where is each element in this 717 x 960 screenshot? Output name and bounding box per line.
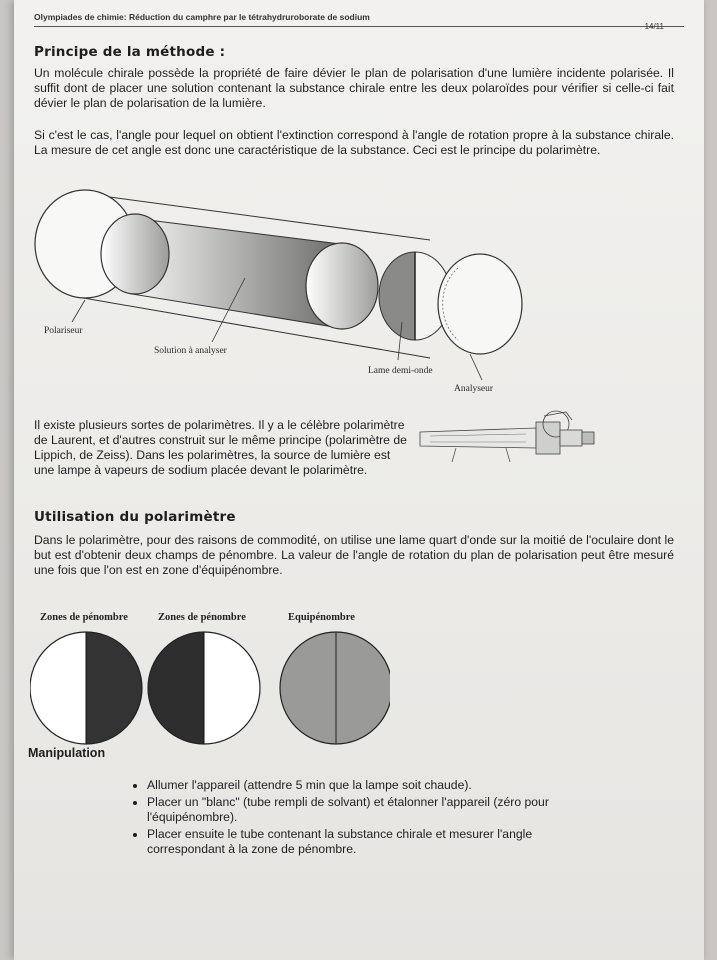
header-title: Olympiades de chimie: Réduction du camphre par le tétrahydruroborate de sodium xyxy=(34,12,370,22)
label-polariseur: Polariseur xyxy=(44,326,83,336)
label-lame-demi-onde: Lame demi-onde xyxy=(368,366,433,376)
zone-disc-3 xyxy=(280,632,390,744)
section-title-utilisation: Utilisation du polarimètre xyxy=(34,509,236,525)
list-item: • Placer un "blanc" (tube rempli de solvant) et étalonner l'appareil (zéro pour l'équipénombre). xyxy=(147,795,577,825)
page-number: 14/11 xyxy=(644,22,664,31)
document-page xyxy=(14,0,704,960)
polarimeter-types-paragraph: Il existe plusieurs sortes de polarimètres. Il y a le célèbre polarimètre de Laurent, et d'autres construit sur le même principe (polarimètre de Lippich, de Zeiss). Dans les polarimètres, la source de lumière est une lampe à vapeurs de sodium placée devant le polarimètre. xyxy=(34,418,407,477)
page-header xyxy=(34,12,684,31)
manipulation-steps xyxy=(129,778,577,859)
principe-paragraph-2: Si c'est le cas, l'angle pour lequel on obtient l'extinction correspond à l'angle de rotation propre à la substance chirale. La mesure de cet angle est donc une caractéristique de la substance. Ceci est le principe du polarimètre. xyxy=(34,128,674,157)
zone-label-1: Zones de pénombre xyxy=(40,612,128,623)
laurent-polarimeter-illustration xyxy=(416,406,601,466)
zone-label-2: Zones de pénombre xyxy=(158,612,246,623)
label-solution: Solution à analyser xyxy=(154,346,227,356)
list-item: • Allumer l'appareil (attendre 5 min que la lampe soit chaude). xyxy=(147,778,577,793)
half-wave-plate-shaded xyxy=(379,252,415,340)
zone-label-3: Equipénombre xyxy=(288,612,355,623)
analyseur-disc xyxy=(438,254,522,354)
zone-disc-1 xyxy=(30,632,142,744)
zone-disc-2 xyxy=(148,632,260,744)
principe-paragraph-1: Un molécule chirale possède la propriété de faire dévier le plan de polarisation d'une lumière incidente polarisée. Il suffit dont de placer une solution contenant la substance chirale entre les deux polaroïdes pour vérifier si celle-ci fait dévier le plan de polarisation de la lumière. xyxy=(34,66,674,110)
penumbra-zones-figure xyxy=(30,630,390,750)
tube-exit-disc xyxy=(306,243,378,329)
polarimeter-diagram xyxy=(30,182,530,402)
list-item: • Placer ensuite le tube contenant la substance chirale et mesurer l'angle correspondant à la zone de pénombre. xyxy=(147,827,577,857)
tube-entry-disc xyxy=(101,214,169,294)
label-analyseur: Analyseur xyxy=(454,384,494,394)
utilisation-paragraph: Dans le polarimètre, pour des raisons de commodité, on utilise une lame quart d'onde sur la moitié de l'oculaire dont le but est d'obtenir deux champs de pénombre. La valeur de l'angle de rotation du plan de polarisation peut être mesuré une fois que l'on est en zone d'équipénombre. xyxy=(34,533,674,577)
section-title-principe: Principe de la méthode : xyxy=(34,44,226,60)
manipulation-title: Manipulation xyxy=(28,746,106,760)
